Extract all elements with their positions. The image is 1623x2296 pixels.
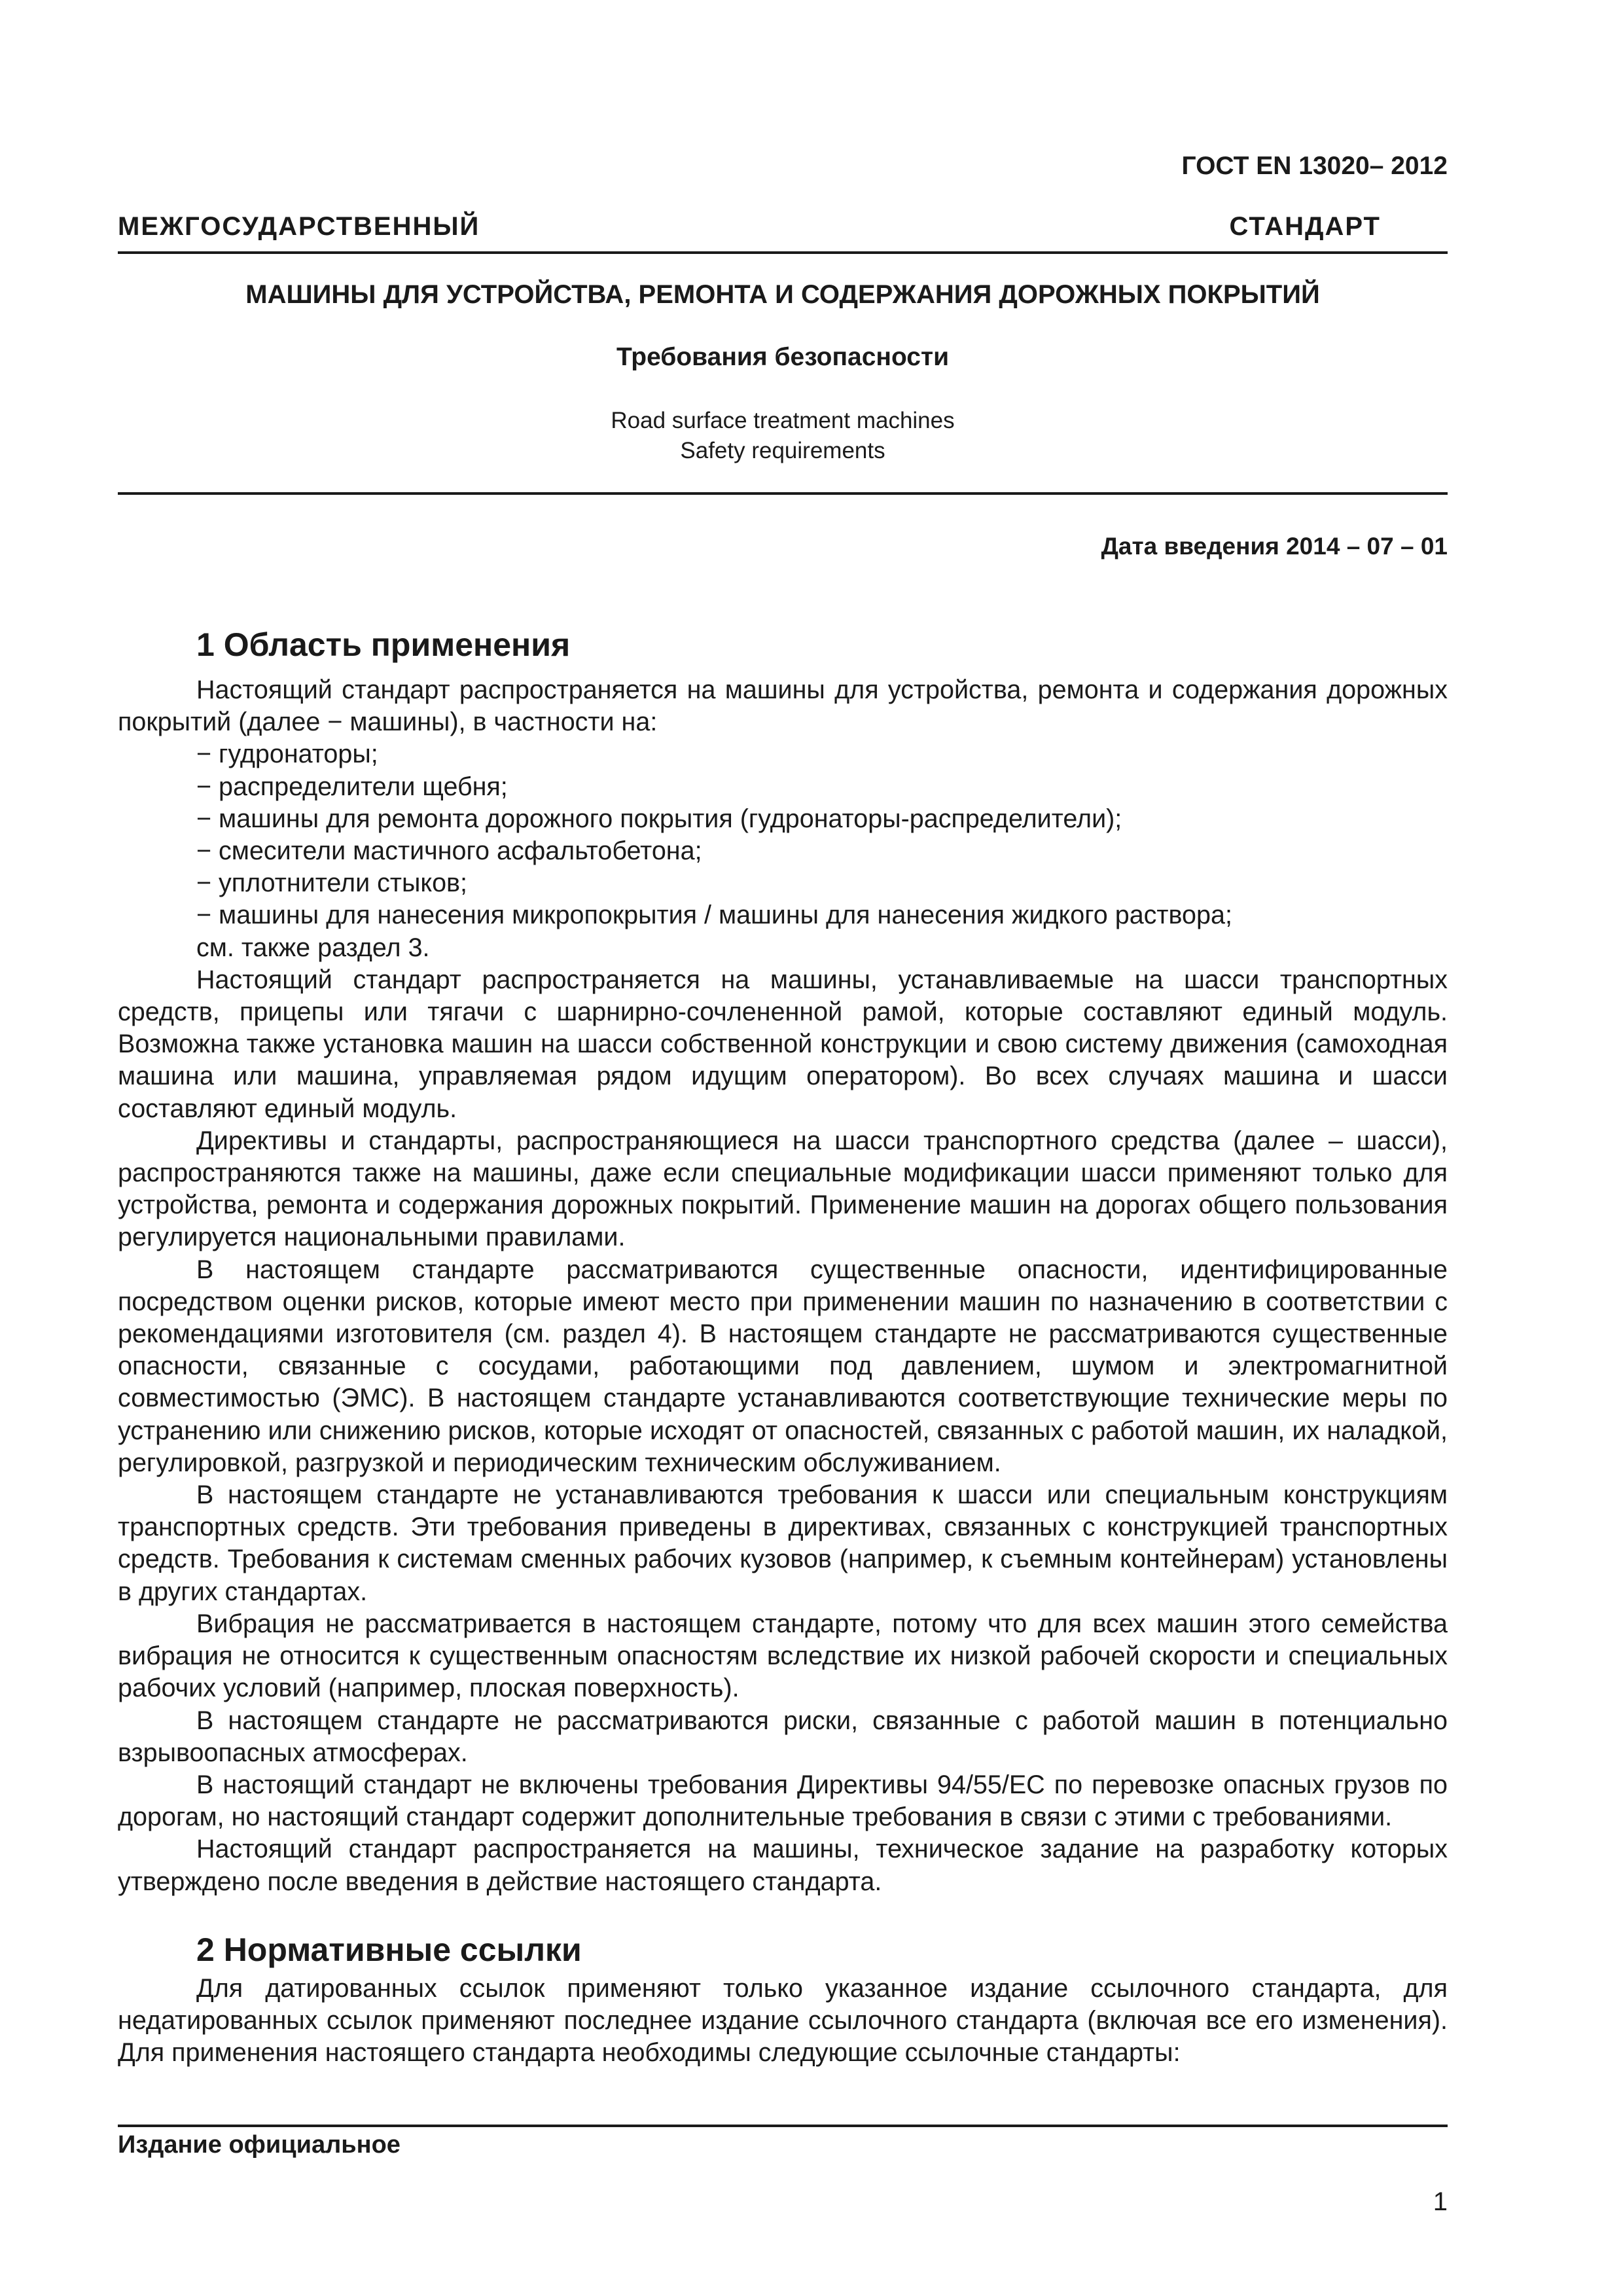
document-id: ГОСТ EN 13020– 2012 [1181, 152, 1448, 180]
document-title-ru: МАШИНЫ ДЛЯ УСТРОЙСТВА, РЕМОНТА И СОДЕРЖАНИЯ ДОРОЖНЫХ ПОКРЫТИЙ [245, 280, 1320, 309]
header-divider [118, 251, 1448, 254]
page-number: 1 [1433, 2187, 1448, 2216]
section-1-paragraph: В настоящем стандарте не рассматриваются риски, связанные с работой машин в потенциально взрывоопасных атмосферах. [118, 1706, 1448, 1767]
section-1-paragraph: Настоящий стандарт распространяется на машины для устройства, ремонта и содержания дорожных покрытий (далее − машины), в частности на: [118, 675, 1448, 737]
section-2-paragraph: Для датированных ссылок применяют только указанное издание ссылочного стандарта, для недатированных ссылок применяют последнее издание ссылочного стандарта (включая все его изменения). Для применения настоящего стандарта необходимы следующие ссылочные стандарты: [118, 1973, 1448, 2068]
section-1-paragraph: Вибрация не рассматривается в настоящем стандарте, потому что для всех машин этого семейства вибрация не относится к существенным опасностям вследствие их низкой рабочей скорости и специальных рабочих условий (например, плоская поверхность). [118, 1609, 1448, 1703]
footer-divider [118, 2125, 1448, 2127]
title-divider [118, 492, 1448, 495]
document-body [118, 622, 1448, 2069]
official-edition-label: Издание официальное [118, 2131, 401, 2159]
list-item: − распределители щебня; [196, 772, 508, 801]
section-1-paragraph: В настоящем стандарте рассматриваются существенные опасности, идентифицированные посредством оценки рисков, которые имеют место при применении машин по назначению в соответствии с рекомендациями изготовителя (см. раздел 4). В настоящем стандарте не рассматриваются существенные опасности, связанные с сосудами, работающими под давлением, шумом и электромагнитной совместимостью (ЭМС). В настоящем стандарте устанавливаются соответствующие технические меры по устранению или снижению рисков, которые исходят от опасностей, связанных с работой машин, их наладкой, регулировкой, разгрузкой и периодическим техническим обслуживанием. [118, 1255, 1448, 1477]
standard-type-heading: МЕЖГОСУДАРСТВЕННЫЙ СТАНДАРТ [118, 212, 1381, 241]
list-item: − гудронаторы; [196, 740, 378, 769]
list-item: − уплотнители стыков; [196, 869, 468, 898]
title-en-line-1: Road surface treatment machines [611, 408, 955, 433]
title-en-line-2: Safety requirements [680, 438, 885, 463]
section-1-paragraph: Настоящий стандарт распространяется на машины, техническое задание на разработку которых утверждено после введения в действие настоящего стандарта. [118, 1835, 1448, 1896]
section-1-paragraph: Директивы и стандарты, распространяющиеся на шасси транспортного средства (далее – шасси), распространяются также на машины, даже если специальные модификации шасси применяют только для устройства, ремонта и содержания дорожных покрытий. Применение машин на дорогах общего пользования регулируется национальными правилами. [118, 1126, 1448, 1252]
list-item: см. также раздел 3. [196, 933, 430, 962]
list-item: − смесители мастичного асфальтобетона; [196, 836, 702, 866]
section-1-paragraph: В настоящий стандарт не включены требования Директивы 94/55/ЕС по перевозке опасных грузов по дорогам, но настоящий стандарт содержит дополнительные требования в связи с этими с требованиями. [118, 1770, 1448, 1832]
section-2-heading: 2 Нормативные ссылки [196, 1931, 582, 1968]
document-subtitle-ru: Требования безопасности [616, 343, 950, 371]
list-item: − машины для ремонта дорожного покрытия (гудронаторы-распределители); [196, 804, 1122, 833]
section-1-paragraph: Настоящий стандарт распространяется на машины, устанавливаемые на шасси транспортных средств, прицепы или тягачи с шарнирно-сочлененной рамой, которые составляют единый модуль. Возможна также установка машин на шасси собственной конструкции и свою систему движения (самоходная машина или машина, управляемая рядом идущим оператором). Во всех случаях машина и шасси составляют единый модуль. [118, 965, 1448, 1123]
list-item: − машины для нанесения микропокрытия / машины для нанесения жидкого раствора; [196, 901, 1232, 930]
section-1-heading: 1 Область применения [196, 626, 571, 663]
document-title-en [118, 406, 1448, 466]
introduction-date: Дата введения 2014 – 07 – 01 [1101, 533, 1448, 560]
section-1-paragraph: В настоящем стандарте не устанавливаются требования к шасси или специальным конструкциям транспортных средств. Эти требования приведены в директивах, связанных с конструкцией транспортных средств. Требования к системам сменных рабочих кузовов (например, к съемным контейнерам) установлены в других стандартах. [118, 1480, 1448, 1606]
